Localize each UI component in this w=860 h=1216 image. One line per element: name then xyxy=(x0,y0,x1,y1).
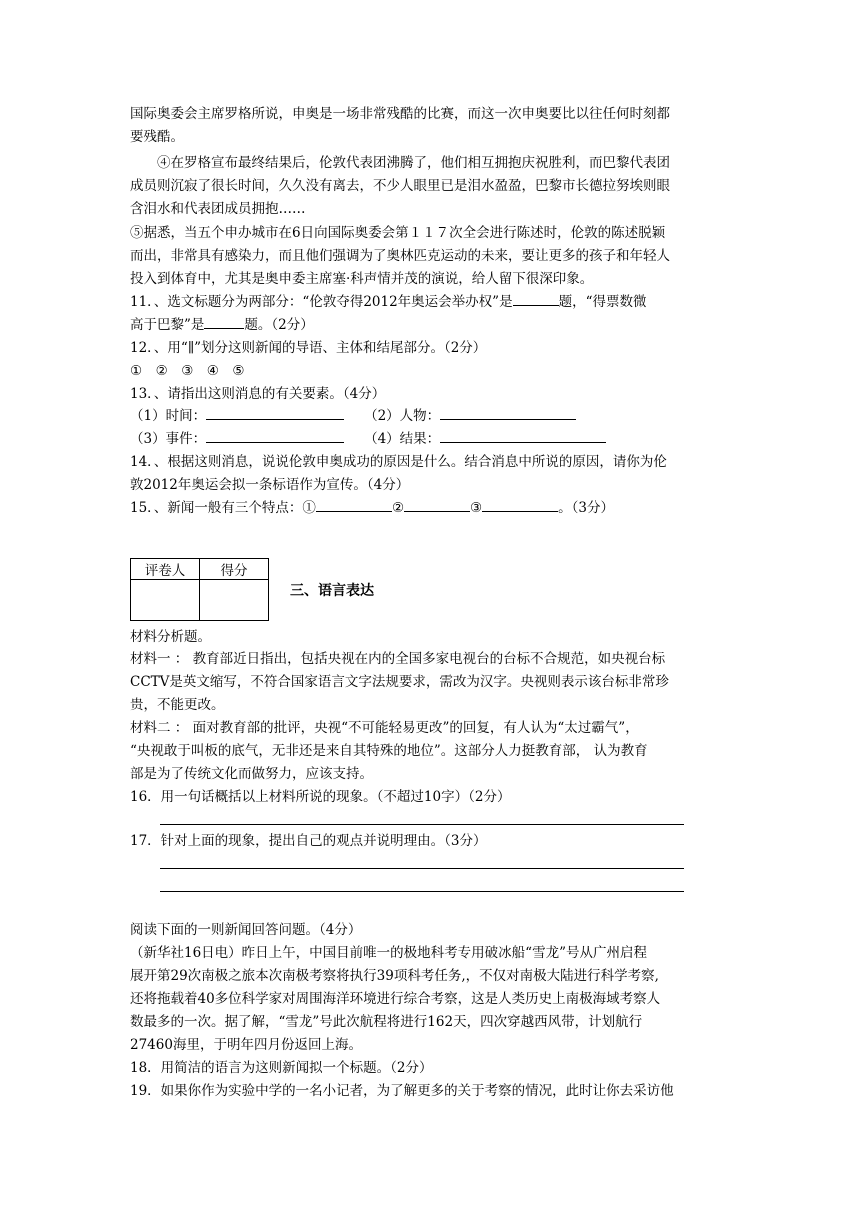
q11-part-a: 11．、选文标题分为两部分：“伦敦夺得2012年奥运会举办权”是 xyxy=(130,294,513,310)
q11-part-d: 题。（2分） xyxy=(244,317,314,333)
q13-row-2 xyxy=(130,428,730,450)
grader-header: 评卷人 xyxy=(131,559,200,580)
question-11 xyxy=(130,291,730,313)
question-14: 14．、根据这则消息，说说伦敦申奥成功的原因是什么。结合消息中所说的原因，请你为伦 xyxy=(130,454,667,470)
material-2-line: 部是为了传统文化而做努力，应该支持。 xyxy=(130,766,373,782)
passage-line: 国际奥委会主席罗格所说，申奥是一场非常残酷的比赛，而这一次申奥要比以往任何时刻都 xyxy=(130,106,670,122)
material-1-line: 贵，不能更改。 xyxy=(130,697,225,713)
q13-person-blank[interactable] xyxy=(440,405,576,420)
q15-part-a: 15．、新闻一般有三个特点：① xyxy=(130,500,316,516)
q13-event-blank[interactable] xyxy=(206,428,344,443)
passage-line: 投入到体育中，尤其是奥申委主席塞·科声情并茂的演说，给人留下很深印象。 xyxy=(130,271,594,287)
question-17: 17．针对上面的现象，提出自己的观点并说明理由。（3分） xyxy=(130,833,487,849)
q11-part-b: 题，“得票数微 xyxy=(558,294,647,310)
score-table xyxy=(130,558,269,621)
passage-line: 成员则沉寂了很长时间，久久没有离去，不少人眼里已是泪水盈盈，巴黎市长德拉努埃则眼 xyxy=(130,178,670,194)
grader-cell[interactable] xyxy=(131,580,200,621)
question-11-cont xyxy=(130,314,730,336)
material-1-line: 材料一 ： 教育部近日指出，包括央视在内的全国多家电视台的台标不合规范，如央视台标 xyxy=(130,651,666,667)
material-1-line: CCTV是英文缩写，不符合国家语言文字法规要求，需改为汉字。央视则表示该台标非常珍 xyxy=(130,674,669,690)
passage-line: ⑤据悉，当五个申办城市在6日向国际奥委会第１１７次全会进行陈述时，伦敦的陈述脱颖 xyxy=(130,225,666,241)
q11-blank-1[interactable] xyxy=(513,291,559,306)
question-15 xyxy=(130,497,730,519)
question-13: 13．、请指出这则消息的有关要素。（4分） xyxy=(130,386,386,402)
q13-row-1 xyxy=(130,405,730,427)
news-intro: 阅读下面的一则新闻回答问题。（4分） xyxy=(130,922,362,938)
q15-blank-3[interactable] xyxy=(482,497,558,512)
passage-line: 要残酷。 xyxy=(130,129,184,145)
q15-part-c: ③ xyxy=(470,500,483,516)
q13-time-blank[interactable] xyxy=(206,405,344,420)
question-19: 19．如果你作为实验中学的一名小记者，为了解更多的关于考察的情况，此时让你去采访他 xyxy=(130,1083,674,1099)
q11-part-c: 高于巴黎”是 xyxy=(130,317,205,333)
q17-answer-line-2[interactable] xyxy=(160,891,684,892)
news-line: 展开第29次南极之旅本次南极考察将执行39项科考任务,，不仅对南极大陆进行科学考察, xyxy=(130,968,659,984)
passage-line: 而出，非常具有感染力，而且他们强调为了奥林匹克运动的未来，要让更多的孩子和年轻人 xyxy=(130,248,670,264)
q16-answer-line[interactable] xyxy=(160,824,684,825)
news-line: （新华社16日电）昨日上午，中国目前唯一的极地科考专用破冰船“雪龙”号从广州启程 xyxy=(130,945,647,961)
score-header: 得分 xyxy=(200,559,269,580)
q13-event-label: （3）事件： xyxy=(130,431,207,447)
news-line: 还将拖载着40多位科学家对周围海洋环境进行综合考察，这是人类历史上南极海域考察人 xyxy=(130,991,661,1007)
news-line: 数最多的一次。据了解，“雪龙”号此次航程将进行162天，四次穿越西风带，计划航行 xyxy=(130,1014,643,1030)
q13-result-blank[interactable] xyxy=(440,428,606,443)
news-line: 27460海里，于明年四月份返回上海。 xyxy=(130,1037,362,1053)
passage-line: ④在罗格宣布最终结果后，伦敦代表团沸腾了，他们相互拥抱庆祝胜利，而巴黎代表团 xyxy=(157,155,670,171)
passage-line: 含泪水和代表团成员拥抱…… xyxy=(130,201,306,217)
material-2-line: “央视敢于叫板的底气，无非还是来自其特殊的地位”。这部分人力挺教育部， 认为教育 xyxy=(130,743,648,759)
section-3-title: 三、语言表达 xyxy=(290,583,374,599)
q17-answer-line-1[interactable] xyxy=(160,868,684,869)
question-14-cont: 敦2012年奥运会拟一条标语作为宣传。（4分） xyxy=(130,477,410,493)
q15-blank-1[interactable] xyxy=(316,497,392,512)
question-16: 16．用一句话概括以上材料所说的现象。（不超过10字）（2分） xyxy=(130,789,511,805)
material-2-line: 材料二 ： 面对教育部的批评，央视“不可能轻易更改”的回复，有人认为“太过霸气”， xyxy=(130,720,639,736)
q12-marks: ① ② ③ ④ ⑤ xyxy=(130,363,245,379)
q15-part-b: ② xyxy=(391,500,405,516)
material-intro: 材料分析题。 xyxy=(130,629,211,645)
question-18: 18．用简洁的语言为这则新闻拟一个标题。（2分） xyxy=(130,1060,433,1076)
q13-person-label: （2）人物： xyxy=(364,408,441,424)
q15-blank-2[interactable] xyxy=(404,497,470,512)
q15-part-d: 。（3分） xyxy=(558,500,614,516)
q11-blank-2[interactable] xyxy=(204,314,244,329)
question-12: 12．、用“∥”划分这则新闻的导语、主体和结尾部分。（2分） xyxy=(130,340,487,356)
q13-result-label: （4）结果： xyxy=(364,431,441,447)
q13-time-label: （1）时间： xyxy=(130,408,207,424)
score-cell[interactable] xyxy=(200,580,269,621)
